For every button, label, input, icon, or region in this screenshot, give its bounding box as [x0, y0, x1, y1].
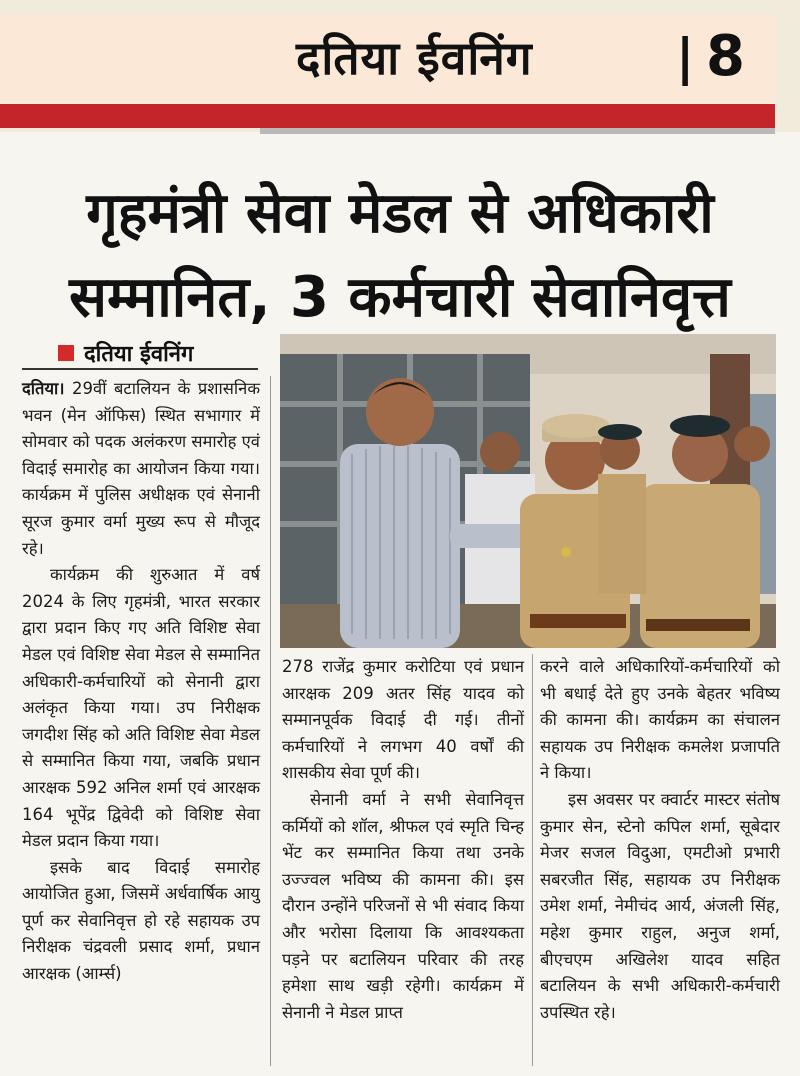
byline: [58, 338, 193, 368]
paragraph-text: 29वीं बटालियन के प्रशासनिक भवन (मेन ऑफिस) स्थित सभागार में सोमवार को पदक अलंकरण समारोह एवं विदाई समारोह का आयोजन किया गया। कार्यक्रम में पुलिस अधीक्षक एवं सेनानी सूरज कुमार वर्मा मुख्य रूप से मौजूद रहे।: [22, 379, 260, 558]
masthead-separator: |: [676, 28, 695, 86]
red-stripe: [0, 104, 775, 128]
headline: [20, 172, 780, 340]
grey-stripe: [260, 128, 775, 134]
article-paragraph: [22, 376, 260, 562]
headline-line-2: सम्मानित, 3 कर्मचारी सेवानिवृत्त: [69, 265, 731, 330]
news-photo: [280, 334, 776, 648]
byline-text: दतिया ईवनिंग: [84, 342, 194, 367]
article-column-2: [282, 654, 524, 1026]
article-paragraph: करने वाले अधिकारियों-कर्मचारियों को भी बधाई देते हुए उनके बेहतर भविष्य की कामना की। कार्यक्रम का संचालन सहायक उप निरीक्षक कमलेश प्रजापति ने किया।: [540, 657, 780, 783]
article-column-3: [540, 654, 780, 1026]
article-paragraph: कार्यक्रम की शुरुआत में वर्ष 2024 के लिए गृहमंत्री, भारत सरकार द्वारा प्रदान किए गए अति विशिष्ट सेवा मेडल एवं विशिष्ट सेवा मेडल से सम्मानित अधिकारी-कर्मचारियों को सेनानी द्वारा अलंकृत किया गया। उप निरीक्षक जगदीश सिंह को अति विशिष्ट सेवा मेडल से सम्मानित किया गया, जबकि प्रधान आरक्षक 592 अनिल शर्मा एवं आरक्षक 164 भूपेंद्र द्विवेदी को विशिष्ट सेवा मेडल प्रदान किया गया।: [22, 565, 260, 851]
page-number: 8: [706, 24, 745, 89]
byline-rule: [22, 368, 258, 370]
masthead-title: दतिया ईवनिंग: [296, 31, 533, 85]
column-divider-1: [270, 376, 271, 1066]
article-paragraph: इसके बाद विदाई समारोह आयोजित हुआ, जिसमें अर्धवार्षिक आयु पूर्ण कर सेवानिवृत्त हो रहे सहायक उप निरीक्षक चंद्रवली प्रसाद शर्मा, प्रधान आरक्षक (आर्म्स): [22, 857, 260, 984]
column-divider-2: [532, 654, 533, 1066]
article-column-1: [22, 376, 260, 988]
dateline: दतिया।: [22, 379, 65, 398]
article-paragraph: इस अवसर पर क्वार्टर मास्टर संतोष कुमार सेन, स्टेनो कपिल शर्मा, सूबेदार मेजर सजल विदुआ, एमटीओ प्रभारी सबरजीत सिंह, सहायक उप निरीक्षक उमेश शर्मा, नेमीचंद आर्य, अंजली सिंह, महेश कुमार राहुल, अनुज शर्मा, बीएचएम अखिलेश यादव सहित बटालियन के सभी अधिकारी-कर्मचारी उपस्थित रहे।: [540, 789, 780, 1022]
headline-line-1: गृहमंत्री सेवा मेडल से अधिकारी: [86, 181, 714, 246]
article-paragraph: 278 राजेंद्र कुमार करोटिया एवं प्रधान आरक्षक 209 अतर सिंह यादव को सम्मानपूर्वक विदाई दी गई। तीनों कर्मचारियों ने लगभग 40 वर्षों की शासकीय सेवा पूर्ण की।: [282, 657, 524, 783]
article-paragraph: सेनानी वर्मा ने सभी सेवानिवृत्त कर्मियों को शॉल, श्रीफल एवं स्मृति चिन्ह भेंट कर सम्मानित किया तथा उनके उज्ज्वल भविष्य की कामना की। इस दौरान उन्होंने परिजनों से भी संवाद किया और भरोसा दिलाया कि आवश्यकता पड़ने पर बटालियन परिवार की तरह हमेशा साथ खड़ी रहेगी। कार्यक्रम में सेनानी ने मेडल प्राप्त: [282, 789, 524, 1022]
masthead: [0, 0, 800, 132]
byline-square-icon: [58, 345, 74, 361]
